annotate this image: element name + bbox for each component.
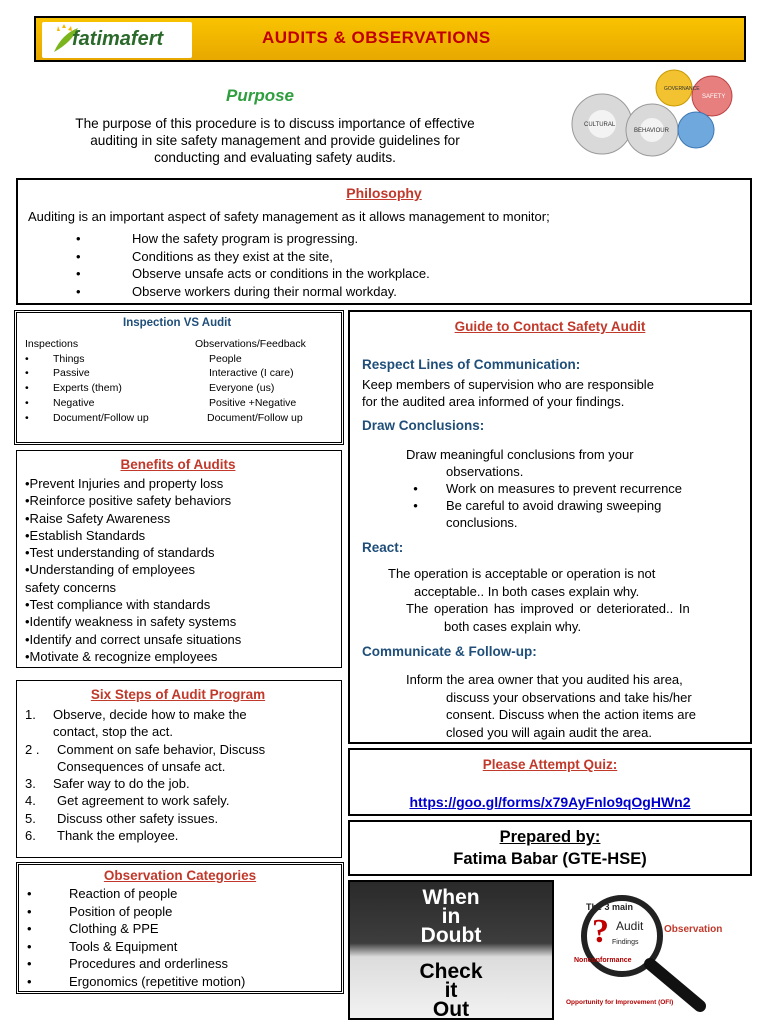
six-steps-heading: Six Steps of Audit Program: [90, 687, 266, 702]
list-item: •Raise Safety Awareness: [25, 510, 171, 526]
benefits-heading: Benefits of Audits: [120, 457, 236, 472]
list-item: •Test compliance with standards: [25, 597, 211, 613]
list-item: •Motivate & recognize employees: [25, 648, 218, 664]
text-line: Inform the area owner that you audited his area,: [406, 672, 683, 687]
when-in-doubt-image: [348, 880, 554, 1020]
table-cell: Document/Follow up: [207, 411, 303, 424]
inspection-vs-audit-box: [14, 310, 344, 445]
quiz-box: [348, 748, 752, 816]
magnifier-text: Observation: [664, 924, 723, 935]
text-line: acceptable.. In both cases explain why.: [414, 583, 640, 599]
text-line: The operation has improved or deteriorated.. In: [406, 601, 690, 616]
guide-section-text: [406, 446, 682, 531]
purpose-line: conducting and evaluating safety audits.: [154, 150, 396, 165]
table-row: • Experts (them): [25, 382, 122, 395]
list-item: • Tools & Equipment: [27, 938, 178, 954]
list-item: •Prevent Injuries and property loss: [25, 476, 224, 491]
six-steps-list: [25, 706, 265, 844]
text-line: Keep members of supervision who are responsible: [362, 377, 654, 392]
doubt-word: Doubt: [420, 924, 482, 947]
list-item: • Observe unsafe acts or conditions in the workplace.: [76, 266, 430, 281]
magnifier-text: Opportunity for Improvement (OFI): [566, 999, 674, 1006]
guide-section-title: Communicate & Follow-up:: [362, 644, 537, 659]
six-steps-box: [16, 680, 342, 858]
magnifier-text: Audit: [616, 919, 644, 933]
magnifier-icon: [560, 880, 748, 1020]
list-item: • Reaction of people: [27, 886, 178, 901]
list-item: • Be careful to avoid drawing sweeping: [406, 498, 662, 513]
text-line: both cases explain why.: [444, 618, 582, 634]
list-item: 4. Get agreement to work safely.: [25, 793, 230, 809]
purpose-text: [20, 115, 530, 166]
prepared-by-box: [348, 820, 752, 876]
magnifier-text: Nonconformance: [574, 957, 632, 964]
table-cell: Everyone (us): [209, 382, 275, 395]
inspection-table: [25, 337, 149, 425]
philosophy-list: [76, 230, 430, 300]
guide-section-title: React:: [362, 540, 404, 555]
magnifier-text: The 3 main: [586, 902, 634, 912]
list-item: 3. Safer way to do the job.: [25, 776, 190, 792]
author-name: Fatima Babar (GTE-HSE): [453, 850, 647, 868]
gears-image: [562, 62, 746, 166]
table-row: • Negative: [25, 396, 95, 409]
quiz-link[interactable]: https://goo.gl/forms/x79AyFnlo9qOgHWn2: [409, 794, 691, 810]
purpose-heading: Purpose: [226, 86, 295, 105]
inspection-col-header: Inspections: [25, 338, 79, 350]
list-item: • Position of people: [27, 903, 173, 919]
list-item: Consequences of unsafe act.: [57, 758, 226, 774]
magnifier-text: Findings: [612, 939, 639, 946]
list-item: 1. Observe, decide how to make the: [25, 707, 247, 722]
list-item: •Reinforce positive safety behaviors: [25, 493, 232, 509]
list-item: •Identify weakness in safety systems: [25, 614, 237, 630]
text-line: closed you will again audit the area.: [446, 724, 652, 740]
doubt-text: [350, 888, 552, 945]
guide-box: [348, 310, 752, 744]
list-item: 6. Thank the employee.: [25, 828, 179, 844]
table-cell: People: [209, 352, 242, 365]
text-line: consent. Discuss when the action items are: [446, 707, 697, 722]
doubt-word: Check: [419, 960, 483, 983]
svg-text:?: ?: [592, 913, 609, 950]
table-cell: Positive +Negative: [209, 396, 297, 409]
table-row: • Document/Follow up: [25, 411, 149, 424]
table-row: • Passive: [25, 367, 90, 380]
philosophy-heading: Philosophy: [346, 185, 422, 201]
text-line: conclusions.: [446, 515, 518, 530]
list-item: •Understanding of employees: [25, 562, 196, 578]
gear-word: CULTURAL: [584, 122, 616, 128]
observation-categories-box: [16, 862, 344, 994]
doubt-word: Out: [432, 998, 470, 1020]
text-line: for the audited area informed of your findings.: [362, 393, 625, 409]
list-item: 5. Discuss other safety issues.: [25, 810, 219, 826]
list-item: • Observe workers during their normal workday.: [76, 283, 397, 299]
table-row: • Things: [25, 352, 85, 365]
list-item: • Conditions as they exist at the site,: [76, 248, 333, 264]
list-item: • Work on measures to prevent recurrence: [406, 481, 683, 496]
quiz-heading: Please Attempt Quiz:: [482, 757, 618, 772]
guide-section-title: Draw Conclusions:: [362, 418, 485, 433]
list-item: •Establish Standards: [25, 527, 146, 543]
inspection-heading: Inspection VS Audit: [123, 317, 232, 329]
table-cell: Interactive (I care): [209, 367, 294, 380]
guide-heading: Guide to Contact Safety Audit: [454, 319, 646, 334]
prepared-by-label: Prepared by:: [499, 828, 601, 846]
check-text: [350, 962, 552, 1019]
gear-word: SAFETY: [702, 94, 726, 100]
observations-col-header: Observations/Feedback: [195, 338, 306, 350]
list-item: contact, stop the act.: [53, 724, 173, 740]
logo-text: fatimafert: [72, 28, 164, 50]
gear-word: BEHAVIOUR: [634, 128, 669, 134]
purpose-line: The purpose of this procedure is to discuss importance of effective: [75, 116, 475, 131]
guide-section-text: [406, 671, 696, 741]
text-line: Draw meaningful conclusions from your: [406, 447, 634, 462]
doubt-word: in: [441, 905, 461, 928]
benefits-list: [25, 475, 241, 665]
list-item: •Test understanding of standards: [25, 545, 215, 561]
list-item: • How the safety program is progressing.: [76, 231, 359, 246]
guide-section-text: [362, 377, 654, 410]
guide-section-title: Respect Lines of Communication:: [362, 357, 581, 372]
philosophy-box: [16, 178, 752, 305]
observation-categories-list: [27, 885, 245, 991]
doubt-word: When: [422, 886, 480, 909]
page-title: AUDITS & OBSERVATIONS: [262, 28, 491, 47]
list-item: safety concerns: [25, 579, 117, 595]
observations-column: [195, 337, 306, 425]
doubt-word: it: [444, 979, 458, 1002]
list-item: • Procedures and orderliness: [27, 956, 228, 972]
text-line: discuss your observations and take his/her: [446, 689, 692, 705]
observation-categories-heading: Observation Categories: [103, 868, 257, 883]
guide-section-text: [388, 565, 690, 635]
gear-word: GOVERNANCE: [664, 86, 700, 92]
philosophy-intro: Auditing is an important aspect of safety management as it allows management to monitor;: [28, 209, 550, 224]
list-item: • Clothing & PPE: [27, 921, 159, 937]
purpose-line: auditing in site safety management and provide guidelines for: [90, 133, 460, 148]
list-item: 2 . Comment on safe behavior, Discuss: [25, 741, 266, 757]
list-item: •Identify and correct unsafe situations: [25, 631, 242, 647]
list-item: • Ergonomics (repetitive motion): [27, 973, 246, 989]
benefits-box: [16, 450, 342, 668]
magnifier-image: [560, 880, 748, 1020]
logo: [42, 22, 192, 58]
gears-icon: [562, 62, 746, 166]
header-bar: [34, 16, 746, 62]
text-line: observations.: [446, 464, 524, 479]
text-line: The operation is acceptable or operation is not: [388, 566, 656, 581]
